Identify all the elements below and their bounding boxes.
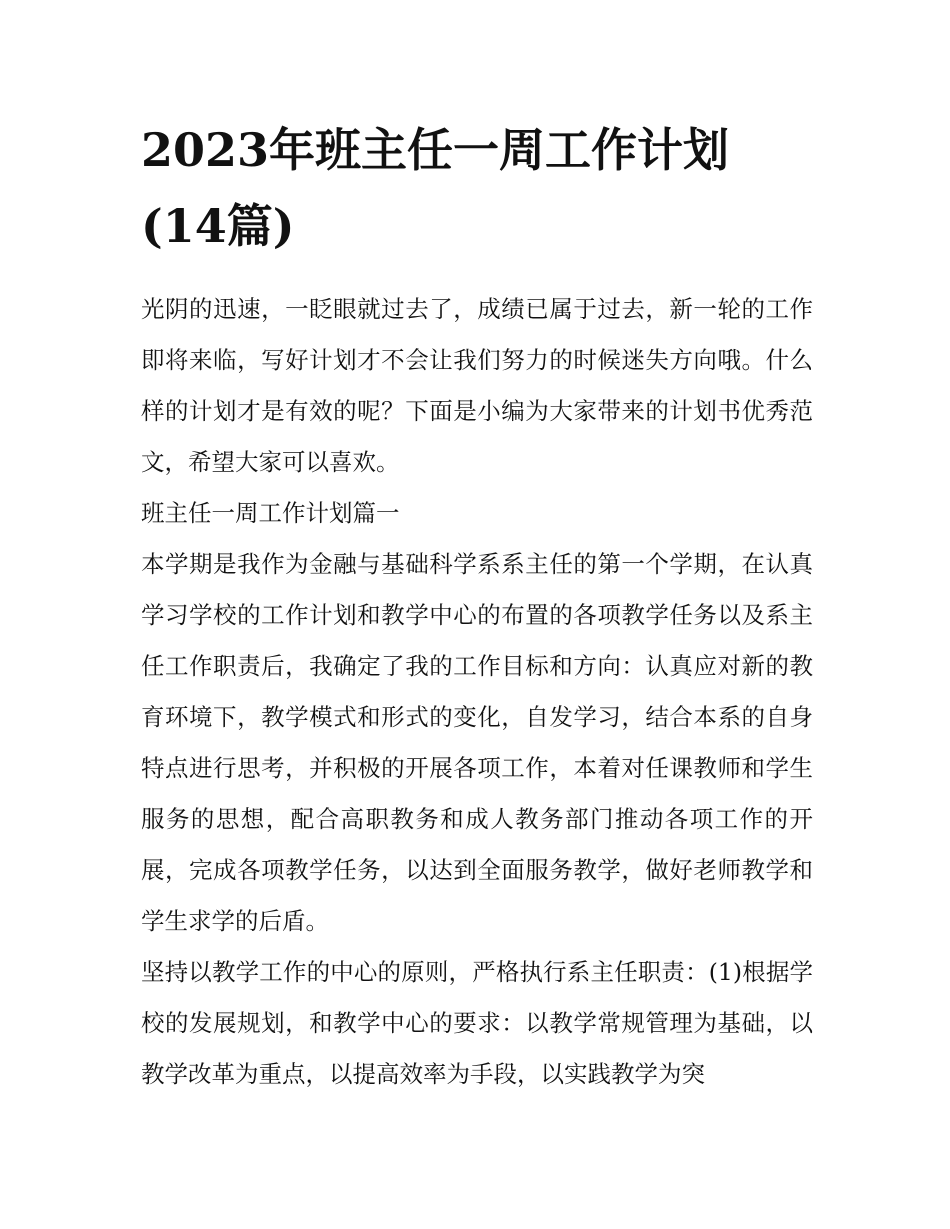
section-heading: 班主任一周工作计划篇一 [141, 499, 400, 527]
document-content [141, 112, 813, 1100]
body-paragraph: 坚持以教学工作的中心的原则，严格执行系主任职责：(1)根据学校的发展规划，和教学中心的要求：以教学常规管理为基础，以教学改革为重点，以提高效率为手段，以实践教学为突 [141, 958, 813, 1088]
intro-paragraph: 光阴的迅速，一眨眼就过去了，成绩已属于过去，新一轮的工作即将来临，写好计划才不会让我们努力的时候迷失方向哦。什么样的计划才是有效的呢？下面是小编为大家带来的计划书优秀范文，希望大家可以喜欢。 [141, 295, 813, 476]
body-paragraph: 本学期是我作为金融与基础科学系系主任的第一个学期，在认真学习学校的工作计划和教学中心的布置的各项教学任务以及系主任工作职责后，我确定了我的工作目标和方向：认真应对新的教育环境下，教学模式和形式的变化，自发学习，结合本系的自身特点进行思考，并积极的开展各项工作，本着对任课教师和学生服务的思想，配合高职教务和成人教务部门推动各项工作的开展，完成各项教学任务，以达到全面服务教学，做好老师教学和学生求学的后盾。 [141, 550, 813, 935]
document-title: 2023年班主任一周工作计划(14篇) [141, 123, 730, 253]
